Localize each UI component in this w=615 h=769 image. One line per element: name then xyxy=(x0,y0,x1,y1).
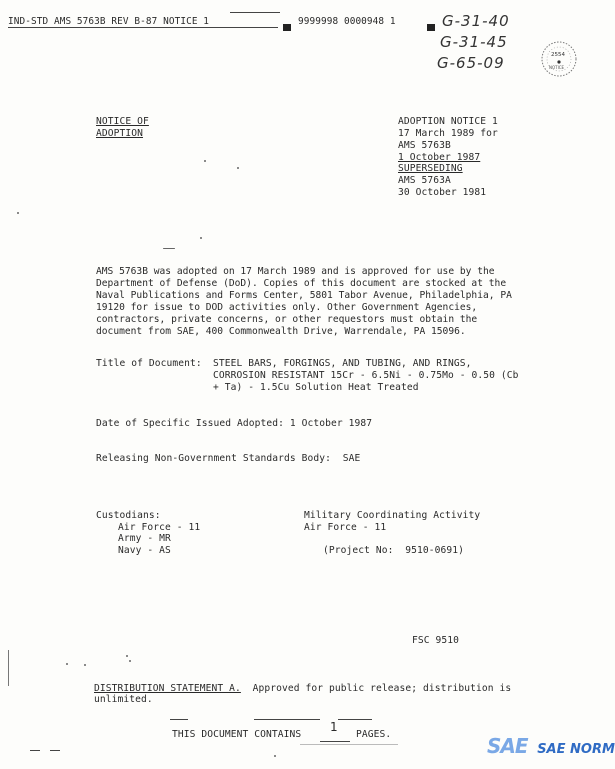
title-line-3: + Ta) - 1.5Cu Solution Heat Treated xyxy=(213,382,419,393)
speck xyxy=(274,755,276,757)
footer-rule xyxy=(338,719,372,720)
sae-norm-text: SAE NORM xyxy=(537,742,615,757)
custodian-army: Army - MR xyxy=(118,533,171,544)
project-number: (Project No: 9510-0691) xyxy=(323,545,465,556)
document-id-header: IND-STD AMS 5763B REV B-87 NOTICE 1 xyxy=(8,16,210,27)
body-line-6: document from SAE, 400 Commonwealth Drive, Warrendale, PA 15096. xyxy=(96,326,466,337)
custodians-label: Custodians: xyxy=(96,510,161,521)
sae-norm-logo xyxy=(487,734,615,758)
margin-mark xyxy=(30,750,40,751)
body-line-2: Department of Defense (DoD). Copies of this document are stocked at the xyxy=(96,278,507,289)
distribution-statement xyxy=(94,683,511,695)
speck xyxy=(237,167,239,169)
footer-rule xyxy=(254,719,320,720)
title-label: Title of Document: xyxy=(96,358,202,369)
margin-mark xyxy=(8,650,9,686)
distribution-text-2: unlimited. xyxy=(94,694,153,705)
military-activity-label: Military Coordinating Activity xyxy=(304,510,481,521)
speck xyxy=(200,237,202,239)
header-rule xyxy=(8,27,278,28)
speck xyxy=(129,660,131,662)
library-stamp xyxy=(540,40,578,78)
superseding-label: SUPERSEDING xyxy=(398,163,463,174)
barcode-mark-right xyxy=(427,17,435,36)
releasing-body: Releasing Non-Government Standards Body: SAE xyxy=(96,453,361,464)
footer-rule xyxy=(170,719,188,720)
date-adopted: Date of Specific Issued Adopted: 1 October 1987 xyxy=(96,418,373,429)
body-line-3: Naval Publications and Forms Center, 5801 Tabor Avenue, Philadelphia, PA xyxy=(96,290,512,301)
spec-date: 1 October 1987 xyxy=(398,152,481,163)
page-count-underline xyxy=(320,741,350,742)
military-activity-item: Air Force - 11 xyxy=(304,522,387,533)
handwritten-note-3: G-65-09 xyxy=(437,54,505,72)
speck xyxy=(126,655,128,657)
speck xyxy=(163,248,175,249)
speck xyxy=(204,160,206,162)
custodian-air-force: Air Force - 11 xyxy=(118,522,201,533)
body-line-1: AMS 5763B was adopted on 17 March 1989 and is approved for use by the xyxy=(96,266,495,277)
header-rule-top xyxy=(230,12,280,13)
custodian-navy: Navy - AS xyxy=(118,545,171,556)
document-contains-label: THIS DOCUMENT CONTAINS xyxy=(172,729,302,740)
superseded-date: 30 October 1981 xyxy=(398,187,487,198)
pages-label: PAGES. xyxy=(356,729,392,740)
speck xyxy=(84,664,86,666)
sae-logo-mark: SAE xyxy=(487,734,528,758)
body-line-5: contractors, private concerns, or other requestors must obtain the xyxy=(96,314,478,325)
barcode-numbers: 9999998 0000948 1 xyxy=(298,16,396,27)
superseded-spec: AMS 5763A xyxy=(398,175,451,186)
distribution-label: DISTRIBUTION STATEMENT A. xyxy=(94,683,241,694)
handwritten-note-2: G-31-45 xyxy=(440,33,508,51)
margin-mark xyxy=(50,750,60,751)
barcode-mark-left xyxy=(283,17,291,36)
adoption-date: 17 March 1989 for xyxy=(398,128,498,139)
adoption-notice-number: ADOPTION NOTICE 1 xyxy=(398,116,498,127)
speck xyxy=(66,663,68,665)
adoption-label: ADOPTION xyxy=(96,128,144,139)
title-line-2: CORROSION RESISTANT 15Cr - 6.5Ni - 0.75Mo - 0.50 (Cb xyxy=(213,370,519,381)
speck xyxy=(17,212,19,214)
fsc-code: FSC 9510 xyxy=(412,635,460,646)
stamp-number: 2554 xyxy=(551,52,565,58)
body-line-4: 19120 for issue to DOD activities only. Other Government Agencies, xyxy=(96,302,478,313)
title-line-1: STEEL BARS, FORGINGS, AND TUBING, AND RINGS, xyxy=(213,358,472,369)
page-count: 1 xyxy=(330,720,338,734)
adoption-spec: AMS 5763B xyxy=(398,140,451,151)
distribution-text: Approved for public release; distribution is xyxy=(240,683,512,694)
stamp-label: NOTICE xyxy=(549,65,565,70)
notice-of-label: NOTICE OF xyxy=(96,116,149,127)
handwritten-note-1: G-31-40 xyxy=(442,12,510,30)
fine-print-line xyxy=(300,744,398,745)
